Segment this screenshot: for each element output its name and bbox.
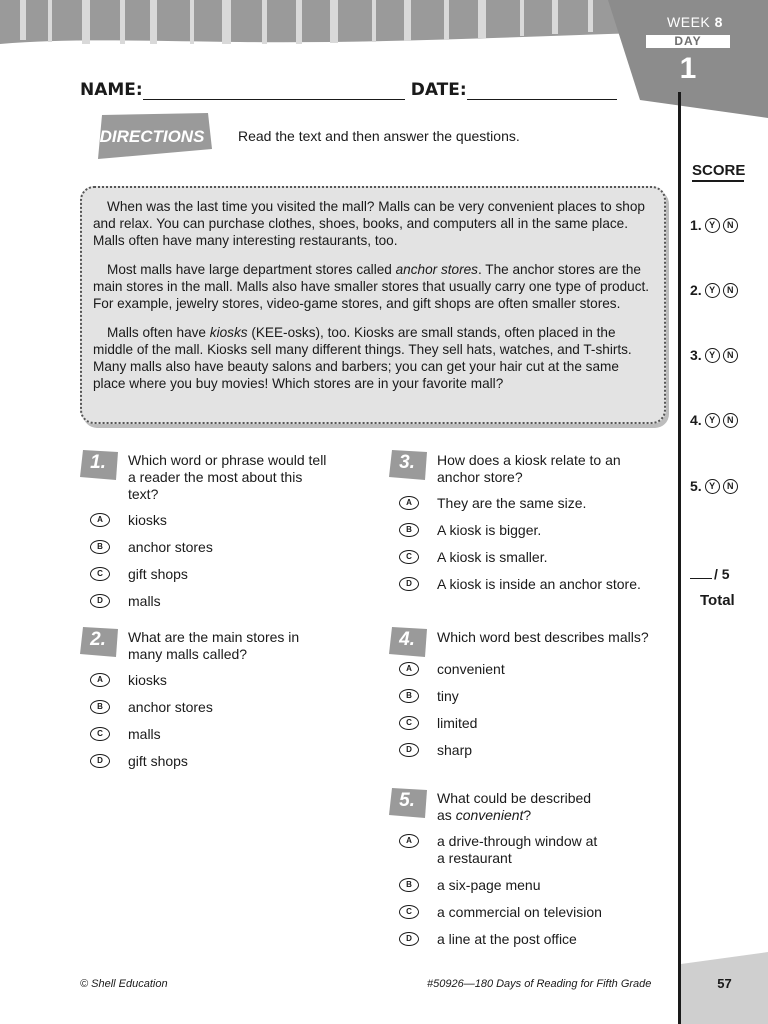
answer-option[interactable] <box>389 715 659 732</box>
answer-option[interactable] <box>80 672 330 689</box>
answer-option[interactable] <box>389 877 659 894</box>
option-text: A kiosk is bigger. <box>437 522 542 538</box>
answer-option[interactable] <box>389 522 659 539</box>
passage-paragraph-3: Malls often have kiosks (KEE-osks), too. Kiosks are small stands, often placed in the middle of the mall. Kiosks sell many different things. They sell hats, watches, and T-shirts. Many malls also have beauty salons and barbers; you can get your hair cut at the same place where you buy movies! Which stores are in your favorite mall? <box>93 325 632 391</box>
answer-options <box>80 512 330 610</box>
no-bubble[interactable]: N <box>723 413 738 428</box>
score-column-divider <box>678 92 681 1024</box>
total-score-field[interactable]: / 5 <box>690 566 730 582</box>
answer-bubble[interactable]: C <box>399 905 419 919</box>
answer-bubble[interactable]: A <box>90 513 110 527</box>
answer-options <box>80 672 330 770</box>
answer-options <box>389 833 659 948</box>
answer-option[interactable] <box>80 753 330 770</box>
total-label: Total <box>700 592 735 609</box>
footer-book-title: #50926—180 Days of Reading for Fifth Grade <box>427 978 652 990</box>
name-field[interactable] <box>143 82 405 100</box>
answer-bubble[interactable]: B <box>399 523 419 537</box>
option-text: convenient <box>437 661 505 677</box>
answer-option[interactable] <box>80 539 330 556</box>
name-label: NAME: <box>80 80 143 100</box>
answer-option[interactable] <box>389 904 659 921</box>
answer-bubble[interactable]: A <box>90 673 110 687</box>
option-text: A kiosk is smaller. <box>437 549 548 565</box>
question-1 <box>80 452 330 620</box>
date-label: DATE: <box>410 80 467 100</box>
footer-copyright: © Shell Education <box>80 978 168 990</box>
option-text: kiosks <box>128 672 167 688</box>
question-4 <box>389 629 659 769</box>
answer-bubble[interactable]: C <box>90 567 110 581</box>
answer-bubble[interactable]: B <box>90 540 110 554</box>
answer-option[interactable] <box>389 742 659 759</box>
answer-option[interactable] <box>80 566 330 583</box>
option-text: malls <box>128 593 161 609</box>
question-number-badge: 4. <box>389 627 429 657</box>
page-number: 57 <box>717 976 732 991</box>
question-number-badge: 1. <box>80 450 120 480</box>
answer-bubble[interactable]: D <box>399 743 419 757</box>
score-item-2: 2. Y N <box>690 282 738 298</box>
option-text: anchor stores <box>128 699 213 715</box>
day-number: 1 <box>679 52 697 85</box>
question-text: What are the main stores in many malls called? <box>128 629 300 662</box>
answer-option[interactable] <box>389 661 659 678</box>
reading-passage <box>80 186 666 424</box>
day-label: DAY <box>646 35 730 48</box>
answer-bubble[interactable]: A <box>399 834 419 848</box>
passage-paragraph-1: When was the last time you visited the mall? Malls can be very convenient places to shop and relax. You can purchase clothes, shoes, books, and computers all in the same place. Malls often have many interesting restaurants, too. <box>93 199 645 248</box>
answer-option[interactable] <box>80 512 330 529</box>
answer-bubble[interactable]: B <box>399 878 419 892</box>
option-text: kiosks <box>128 512 167 528</box>
option-text: limited <box>437 715 478 731</box>
question-text: How does a kiosk relate to an anchor store? <box>437 452 621 485</box>
answer-bubble[interactable]: C <box>399 716 419 730</box>
question-text: What could be described as convenient? <box>437 790 592 823</box>
answer-bubble[interactable]: A <box>399 496 419 510</box>
yes-bubble[interactable]: Y <box>705 218 720 233</box>
question-2 <box>80 629 330 780</box>
option-text: a six-page menu <box>437 877 541 893</box>
week-number: 8 <box>714 14 723 30</box>
answer-option[interactable] <box>389 931 659 948</box>
answer-bubble[interactable]: C <box>90 727 110 741</box>
answer-bubble[interactable]: D <box>399 577 419 591</box>
question-number-badge: 3. <box>389 450 429 480</box>
answer-option[interactable] <box>389 576 659 593</box>
answer-option[interactable] <box>389 549 659 566</box>
score-item-3: 3. Y N <box>690 347 738 363</box>
directions-tag-label: DIRECTIONS <box>99 127 205 146</box>
question-3 <box>389 452 659 603</box>
yes-bubble[interactable]: Y <box>705 479 720 494</box>
answer-bubble[interactable]: D <box>90 754 110 768</box>
answer-bubble[interactable]: B <box>399 689 419 703</box>
option-text: anchor stores <box>128 539 213 555</box>
yes-bubble[interactable]: Y <box>705 413 720 428</box>
question-number-badge: 2. <box>80 627 120 657</box>
option-text: gift shops <box>128 566 188 582</box>
answer-bubble[interactable]: D <box>399 932 419 946</box>
no-bubble[interactable]: N <box>723 218 738 233</box>
score-item-4: 4. Y N <box>690 412 738 428</box>
directions-tag <box>96 113 212 159</box>
no-bubble[interactable]: N <box>723 283 738 298</box>
option-text: sharp <box>437 742 473 758</box>
question-number-badge: 5. <box>389 788 429 818</box>
answer-bubble[interactable]: A <box>399 662 419 676</box>
score-item-1: 1. Y N <box>690 217 738 233</box>
directions-text: Read the text and then answer the questions. <box>238 128 520 144</box>
answer-option[interactable] <box>389 495 659 512</box>
name-date-row <box>80 80 617 100</box>
option-text: a commercial on television <box>437 904 602 920</box>
answer-bubble[interactable]: B <box>90 700 110 714</box>
option-text: gift shops <box>128 753 188 769</box>
answer-bubble[interactable]: C <box>399 550 419 564</box>
option-text: tiny <box>437 688 459 704</box>
answer-options <box>389 495 659 593</box>
yes-bubble[interactable]: Y <box>705 348 720 363</box>
no-bubble[interactable]: N <box>723 348 738 363</box>
answer-bubble[interactable]: D <box>90 594 110 608</box>
question-text: Which word best describes malls? <box>437 629 649 645</box>
passage-paragraph-2: Most malls have large department stores called anchor stores. The anchor stores are the main stores in the mall. Malls also have smaller stores that usually carry one type of product. For example, jewelry stores, video-game stores, and gift shops are often smaller stores. <box>93 262 650 311</box>
option-text: a drive-through window at a restaurant <box>437 833 598 866</box>
question-text: Which word or phrase would tell a reader the most about this text? <box>128 452 327 502</box>
answer-option[interactable] <box>80 699 330 716</box>
score-item-5: 5. Y N <box>690 478 738 494</box>
question-5 <box>389 790 659 958</box>
answer-options <box>389 661 659 759</box>
score-title: SCORE <box>692 162 744 182</box>
answer-option[interactable] <box>389 833 659 867</box>
answer-option[interactable] <box>80 726 330 743</box>
option-text: a line at the post office <box>437 931 577 947</box>
option-text: They are the same size. <box>437 495 587 511</box>
answer-option[interactable] <box>389 688 659 705</box>
option-text: malls <box>128 726 161 742</box>
yes-bubble[interactable]: Y <box>705 283 720 298</box>
week-label: WEEK 8 <box>667 14 723 30</box>
answer-option[interactable] <box>80 593 330 610</box>
date-field[interactable] <box>467 82 617 100</box>
option-text: A kiosk is inside an anchor store. <box>437 576 641 592</box>
no-bubble[interactable]: N <box>723 479 738 494</box>
